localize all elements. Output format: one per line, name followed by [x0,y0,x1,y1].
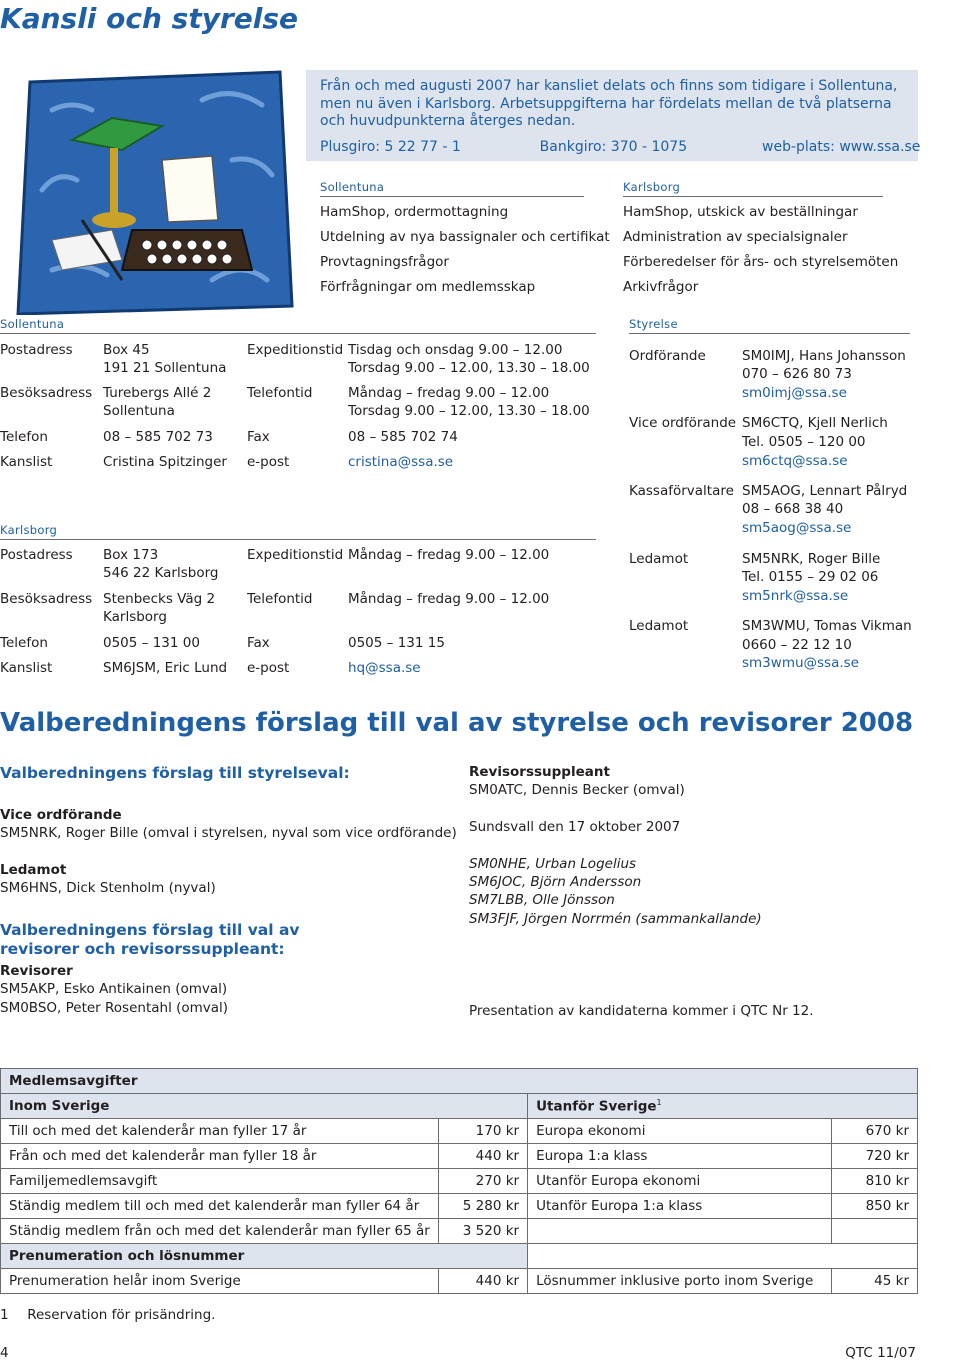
telefontid-line: Måndag – fredag 9.00 – 12.00 [348,591,550,607]
vice-label: Vice ordförande [0,807,122,823]
fee-price: 440 kr [438,1144,527,1169]
fee-price: 810 kr [832,1169,918,1194]
footnote-number: 1 [0,1307,9,1323]
revisorer-heading: Valberedningens förslag till val av revisorer och revisorssuppleant: [0,921,300,958]
vice-text: SM5NRK, Roger Bille (omval i styrelsen, nyval som vice ordförande) [0,825,457,841]
fees-row [1,1269,918,1294]
postadress-line: Box 173 [103,547,159,563]
fees-title: Medlemsavgifter [1,1069,918,1094]
board-role: Ledamot [629,551,689,567]
telefon-value: 0505 – 131 00 [103,635,200,651]
postadress-line: 546 22 Karlsborg [103,565,219,581]
epost-link[interactable]: hq@ssa.se [348,660,421,676]
fee-price: 170 kr [438,1119,527,1144]
fax-value: 08 – 585 702 74 [348,429,458,445]
signature: SM7LBB, Olle Jönsson [469,892,615,908]
fee-label: Från och med det kalenderår man fyller 18 år [1,1144,439,1169]
task-item: Administration av specialsignaler [623,229,848,245]
fee-label: Utanför Europa ekonomi [528,1169,832,1194]
board-phone: 0660 – 22 12 10 [742,637,852,653]
valberedning-heading: Valberedningens förslag till val av styrelse och revisorer 2008 [0,708,914,738]
fee-label: Lösnummer inklusive porto inom Sverige [528,1269,832,1294]
board-role: Ordförande [629,348,706,364]
inom-header: Inom Sverige [1,1094,528,1119]
expeditionstid-line: Måndag – fredag 9.00 – 12.00 [348,547,550,563]
board-email[interactable]: sm5aog@ssa.se [742,520,852,536]
task-item: Provtagningsfrågor [320,254,449,270]
epost-link[interactable]: cristina@ssa.se [348,454,454,470]
postadress-line: 191 21 Sollentuna [103,360,227,376]
fee-label: Till och med det kalenderår man fyller 17 år [1,1119,439,1144]
board-heading: Styrelse [629,317,910,334]
epost-label: e-post [247,454,290,470]
telefontid-label: Telefontid [247,385,313,401]
task-item: Utdelning av nya bassignaler och certifikat [320,229,610,245]
fees-row [1,1144,918,1169]
office-sollentuna-heading: Sollentuna [0,317,596,334]
fee-label: Europa ekonomi [528,1119,832,1144]
task-item: HamShop, utskick av beställningar [623,204,858,220]
board-name: SM0IMJ, Hans Johansson [742,348,906,364]
fee-price [832,1219,918,1244]
footnote-ref: 1 [656,1097,662,1107]
task-item: Arkivfrågor [623,279,699,295]
fee-label: Prenumeration helår inom Sverige [1,1269,439,1294]
footnote [0,1306,215,1324]
telefon-label: Telefon [0,429,48,445]
plusgiro: Plusgiro: 5 22 77 - 1 [320,139,461,155]
postadress-label: Postadress [0,547,73,563]
besoksadress-line: Stenbecks Väg 2 [103,591,216,607]
empty-cell [528,1244,918,1269]
telefon-value: 08 – 585 702 73 [103,429,213,445]
revisor: SM5AKP, Esko Antikainen (omval) [0,981,228,997]
utanfor-header-label: Utanför Sverige [536,1098,657,1115]
task-item: Förberedelser för års- och styrelsemöten [623,254,899,270]
besoksadress-line: Karlsborg [103,609,167,625]
fee-price: 850 kr [832,1194,918,1219]
board-email[interactable]: sm5nrk@ssa.se [742,588,849,604]
board-role: Kassaförvaltare [629,483,734,499]
besoksadress-label: Besöksadress [0,385,93,401]
web-label: web-plats: [762,139,835,155]
board-name: SM5AOG, Lennart Pålryd [742,483,908,499]
fax-label: Fax [247,429,270,445]
signature: SM0NHE, Urban Logelius [469,856,637,872]
board-role: Vice ordförande [629,415,737,431]
telefontid-line: Måndag – fredag 9.00 – 12.00 [348,385,550,401]
fee-price: 5 280 kr [438,1194,527,1219]
fee-price: 270 kr [438,1169,527,1194]
revisorer-label: Revisorer [0,963,73,979]
fee-price: 440 kr [438,1269,527,1294]
epost-label: e-post [247,660,290,676]
fee-label: Familjemedlemsavgift [1,1169,439,1194]
office-karlsborg-heading: Karlsborg [0,523,596,540]
telefontid-line: Torsdag 9.00 – 12.00, 13.30 – 18.00 [348,403,590,419]
board-phone: Tel. 0155 – 29 02 06 [742,569,879,585]
kanslist-value: Cristina Spitzinger [103,454,227,470]
fee-price: 45 kr [832,1269,918,1294]
presentation-note: Presentation av kandidaterna kommer i QTC Nr 12. [469,1003,814,1019]
web-link[interactable]: www.ssa.se [839,139,921,155]
fees-table [0,1068,918,1294]
board-role: Ledamot [629,618,689,634]
fee-label: Utanför Europa 1:a klass [528,1194,832,1219]
fees-row [1,1219,918,1244]
task-item: Förfrågningar om medlemsskap [320,279,536,295]
prenumeration-header-row [1,1244,918,1269]
board-name: SM6CTQ, Kjell Nerlich [742,415,888,431]
fax-value: 0505 – 131 15 [348,635,445,651]
tasks-sollentuna-heading: Sollentuna [320,180,584,197]
fees-header-row [1,1094,918,1119]
board-phone: Tel. 0505 – 120 00 [742,434,866,450]
board-email[interactable]: sm0imj@ssa.se [742,385,847,401]
fee-label: Ständig medlem till och med det kalenderår man fyller 64 år [1,1194,439,1219]
suppleant-label: Revisorssuppleant [469,764,610,780]
tasks-karlsborg-heading: Karlsborg [623,180,883,197]
ledamot-text: SM6HNS, Dick Stenholm (nyval) [0,880,216,896]
prenumeration-header: Prenumeration och lösnummer [1,1244,528,1269]
issue-label: QTC 11/07 [845,1345,916,1361]
board-email[interactable]: sm6ctq@ssa.se [742,453,848,469]
fee-label [528,1219,832,1244]
fee-label: Ständig medlem från och med det kalenderår man fyller 65 år [1,1219,439,1244]
page-number: 4 [0,1345,9,1361]
board-phone: 070 – 626 80 73 [742,366,852,382]
fee-price: 3 520 kr [438,1219,527,1244]
ledamot-label: Ledamot [0,862,67,878]
board-name: SM5NRK, Roger Bille [742,551,881,567]
expeditionstid-line: Tisdag och onsdag 9.00 – 12.00 [348,342,563,358]
board-email[interactable]: sm3wmu@ssa.se [742,655,859,671]
task-item: HamShop, ordermottagning [320,204,509,220]
intro-text: Från och med augusti 2007 har kansliet delats och finns som tidigare i Sollentuna, men nu även i Karlsborg. Arbetsuppgifterna har fördelats mellan de två platserna och huvudpunkterna återges nedan. [320,78,898,129]
styrelseval-heading: Valberedningens förslag till styrelseval: [0,764,350,782]
fee-label: Europa 1:a klass [528,1144,832,1169]
kanslist-label: Kanslist [0,454,53,470]
expeditionstid-line: Torsdag 9.00 – 12.00, 13.30 – 18.00 [348,360,590,376]
fee-price: 670 kr [832,1119,918,1144]
kanslist-label: Kanslist [0,660,53,676]
expeditionstid-label: Expeditionstid [247,342,344,358]
fees-row [1,1194,918,1219]
signature: SM3FJF, Jörgen Norrmén (sammankallande) [469,911,762,927]
place-date: Sundsvall den 17 oktober 2007 [469,819,681,835]
besoksadress-line: Sollentuna [103,403,175,419]
footnote-text: Reservation för prisändring. [27,1307,216,1323]
signature: SM6JOC, Björn Andersson [469,874,642,890]
telefon-label: Telefon [0,635,48,651]
fees-title-row [1,1069,918,1094]
besoksadress-label: Besöksadress [0,591,93,607]
board-phone: 08 – 668 38 40 [742,501,844,517]
fee-price: 720 kr [832,1144,918,1169]
board-name: SM3WMU, Tomas Vikman [742,618,912,634]
fees-row [1,1119,918,1144]
postadress-line: Box 45 [103,342,150,358]
page-title: Kansli och styrelse [0,2,299,35]
revisor: SM0BSO, Peter Rosentahl (omval) [0,1000,229,1016]
kanslist-value: SM6JSM, Eric Lund [103,660,228,676]
typewriter-illustration [12,70,294,315]
telefontid-label: Telefontid [247,591,313,607]
giro-row [320,139,920,155]
postadress-label: Postadress [0,342,73,358]
utanfor-header [528,1094,918,1119]
fax-label: Fax [247,635,270,651]
suppleant-text: SM0ATC, Dennis Becker (omval) [469,782,685,798]
fees-row [1,1169,918,1194]
expeditionstid-label: Expeditionstid [247,547,344,563]
besoksadress-line: Turebergs Allé 2 [103,385,212,401]
bankgiro: Bankgiro: 370 - 1075 [539,139,688,155]
